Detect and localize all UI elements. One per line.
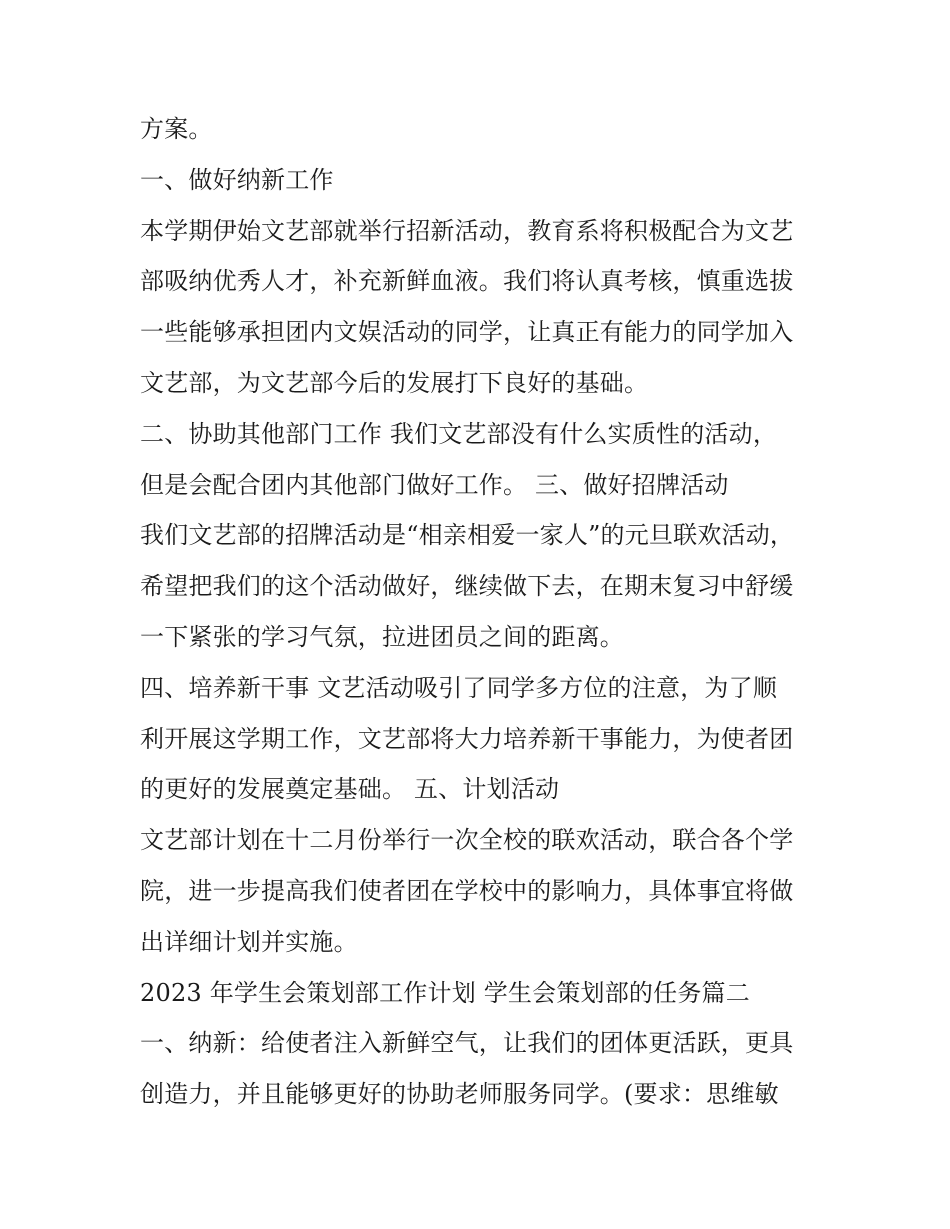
text-line: 文艺部计划在十二月份举行一次全校的联欢活动，联合各个学 (140, 826, 794, 855)
text-line: 但是会配合团内其他部门做好工作。 三、做好招牌活动 (140, 470, 729, 499)
text-line: 本学期伊始文艺部就举行招新活动，教育系将积极配合为文艺 (140, 216, 794, 245)
document-body (140, 104, 820, 1120)
text-line: 利开展这学期工作，文艺部将大力培养新干事能力，为使者团 (140, 724, 794, 753)
text-line: 二、协助其他部门工作 我们文艺部没有什么实质性的活动， (140, 419, 778, 448)
text-line: 希望把我们的这个活动做好，继续做下去，在期末复习中舒缓 (140, 572, 794, 601)
text-line: 一、纳新：给使者注入新鲜空气，让我们的团体更活跃，更具 (140, 1029, 794, 1058)
article-title: 2023 年学生会策划部工作计划 学生会策划部的任务篇二 (140, 978, 750, 1007)
text-line: 四、培养新干事 文艺活动吸引了同学多方位的注意，为了顺 (140, 673, 778, 702)
text-line: 院，进一步提高我们使者团在学校中的影响力，具体事宜将做 (140, 876, 794, 905)
section-heading: 一、做好纳新工作 (140, 165, 334, 194)
text-line: 一些能够承担团内文娱活动的同学，让真正有能力的同学加入 (140, 318, 794, 347)
text-line: 部吸纳优秀人才，补充新鲜血液。我们将认真考核，慎重选拔 (140, 267, 794, 296)
text-line: 我们文艺部的招牌活动是“相亲相爱一家人”的元旦联欢活动， (140, 521, 795, 550)
text-line: 出详细计划并实施。 (140, 927, 358, 956)
text-line: 方案。 (140, 115, 213, 143)
text-line: 一下紧张的学习气氛，拉进团员之间的距离。 (140, 622, 624, 651)
text-line: 创造力，并且能够更好的协助老师服务同学。(要求：思维敏 (140, 1080, 779, 1109)
text-line: 的更好的发展奠定基础。 五、计划活动 (140, 775, 560, 804)
text-line: 文艺部，为文艺部今后的发展打下良好的基础。 (140, 368, 649, 397)
